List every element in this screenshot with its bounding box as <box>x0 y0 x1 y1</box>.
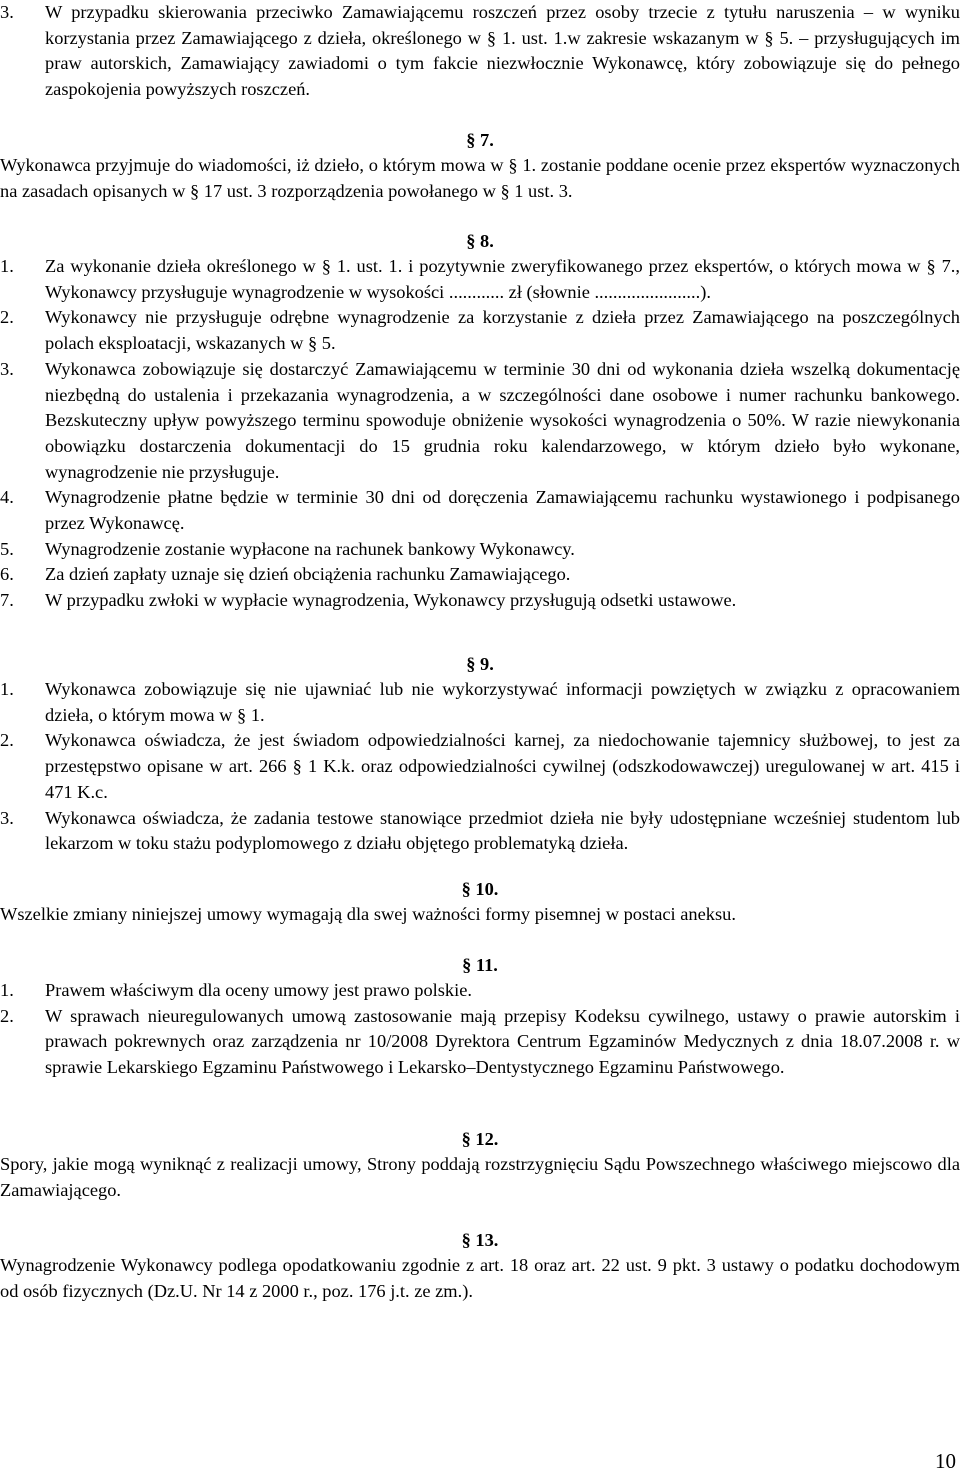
item-number: 6. <box>0 564 14 585</box>
section-10-text: Wszelkie zmiany niniejszej umowy wymagają dla swej ważności formy pisemnej w postaci aneksu. <box>0 904 736 924</box>
section-heading-7: § 7. <box>466 130 494 150</box>
item-number: 3. <box>0 807 14 828</box>
item-number: 1. <box>0 256 14 276</box>
item-text: Wynagrodzenie płatne będzie w terminie 30 dni od doręczenia Zamawiającemu rachunku wystawionego i podpisanego przez Wykonawcę. <box>45 487 960 534</box>
item-text: Wykonawca oświadcza, że jest świadom odpowiedzialności karnej, za niedochowanie tajemnicy służbowej, to jest za przestępstwo opisane w art. 266 § 1 K.k. oraz odpowiedzialności cywilnej (odszkodowawczej) uregulowanej w art. 415 i 471 K.c. <box>45 730 960 802</box>
section-heading-9: § 9. <box>466 654 494 674</box>
item-text: Za wykonanie dzieła określonego w § 1. ust. 1. i pozytywnie zweryfikowanego przez ekspertów, o których mowa w § 7., Wykonawcy przysługuje wynagrodzenie w wysokości ............ zł (słownie .......................). <box>45 256 960 302</box>
list-item <box>0 254 960 305</box>
item-text: Wynagrodzenie zostanie wypłacone na rachunek bankowy Wykonawcy. <box>45 538 575 559</box>
item-text: Wykonawca zobowiązuje się nie ujawniać lub nie wykorzystywać informacji powziętych w związku z opracowaniem dzieła, o którym mowa w § 1. <box>45 679 960 725</box>
section-7-text: Wykonawca przyjmuje do wiadomości, iż dzieło, o którym mowa w § 1. zostanie poddane ocenie przez ekspertów wyznaczonych na zasadach opisanych w § 17 ust. 3 rozporządzenia powołanego w § 1 ust. 3. <box>0 155 960 201</box>
section-13-text: Wynagrodzenie Wykonawcy podlega opodatkowaniu zgodnie z art. 18 oraz art. 22 ust. 9 pkt. 3 ustawy o podatku dochodowym od osób fizycznych (Dz.U. Nr 14 z 2000 r., poz. 176 j.t. ze zm.). <box>0 1255 960 1301</box>
item-number: 1. <box>0 679 14 699</box>
item-text: Wykonawca oświadcza, że zadania testowe stanowiące przedmiot dzieła nie były udostępniane wcześniej studentom lub lekarzom w toku stażu podyplomowego z działu objętego problematyką dzieła. <box>45 807 960 854</box>
list-item <box>0 305 960 356</box>
item-text: W przypadku zwłoki w wypłacie wynagrodzenia, Wykonawcy przysługują odsetki ustawowe. <box>45 590 737 611</box>
list-item <box>0 1004 960 1081</box>
list-item <box>0 806 960 857</box>
section-8-list <box>0 254 960 614</box>
item-number: 2. <box>0 1005 14 1026</box>
list-item <box>0 357 960 486</box>
item-text: W przypadku skierowania przeciwko Zamawiającemu roszczeń przez osoby trzecie z tytułu naruszenia – w wyniku korzystania przez Zamawiającego z dzieła, określonego w § 1. ust. 1.w zakresie wskazanym w § 5. – przysługujących im praw autorskich, Zamawiający zawiadomi o tym fakcie niezwłocznie Wykonawcę, który zobowiązuje się do pełnego zaspokojenia powyższych roszczeń. <box>45 2 960 100</box>
list-item <box>0 0 960 103</box>
item-text: W sprawach nieuregulowanych umową zastosowanie mają przepisy Kodeksu cywilnego, ustawy o prawie autorskim i prawach pokrewnych oraz zarządzenia nr 10/2008 Dyrektora Centrum Egzaminów Medycznych z dnia 18.07.2008 r. w sprawie Lekarskiego Egzaminu Państwowego i Lekarsko–Dentystycznego Egzaminu Państwowego. <box>45 1005 960 1078</box>
item-number: 5. <box>0 538 14 559</box>
item-text: Wykonawcy nie przysługuje odrębne wynagrodzenie za korzystanie z dzieła przez Zamawiającego na poszczególnych polach eksploatacji, wskazanych w § 5. <box>45 307 960 354</box>
section-heading-10: § 10. <box>461 879 499 899</box>
list-item <box>0 677 960 728</box>
item-number: 3. <box>0 2 14 22</box>
section-heading-13: § 13. <box>461 1230 499 1250</box>
item-number: 2. <box>0 730 14 751</box>
item-text: Prawem właściwym dla oceny umowy jest prawo polskie. <box>45 980 472 1000</box>
section-12-text: Spory, jakie mogą wyniknąć z realizacji umowy, Strony poddają rozstrzygnięciu Sądu Powszechnego właściwego miejscowo dla Zamawiającego. <box>0 1154 960 1200</box>
list-item <box>0 562 960 588</box>
item-number: 3. <box>0 358 14 379</box>
item-text: Wykonawca zobowiązuje się dostarczyć Zamawiającemu w terminie 30 dni od wykonania dzieła wszelką dokumentację niezbędną do ustalenia i przekazania wynagrodzenia, a w szczególności dane osobowe i numer rachunku bankowego. Bezskuteczny upływ powyższego terminu spowoduje obniżenie wysokości wynagrodzenia o 50%. W razie niewykonania obowiązku dostarczenia dokumentacji do 15 grudnia roku kalendarzowego, w którym dzieło było wykonane, wynagrodzenie nie przysługuje. <box>45 358 960 482</box>
section-11-list <box>0 978 960 1081</box>
section-heading-8: § 8. <box>466 231 494 251</box>
page-number: 10 <box>935 1449 956 1473</box>
item-number: 1. <box>0 980 14 1000</box>
item-number: 7. <box>0 590 14 611</box>
item-number: 2. <box>0 307 14 328</box>
section-9-list <box>0 677 960 857</box>
list-item <box>0 485 960 536</box>
section-heading-11: § 11. <box>462 955 498 975</box>
list-item <box>0 537 960 563</box>
list-item <box>0 978 960 1004</box>
list-item <box>0 588 960 614</box>
item-text: Za dzień zapłaty uznaje się dzień obciążenia rachunku Zamawiającego. <box>45 564 571 585</box>
list-item <box>0 728 960 805</box>
item-number: 4. <box>0 487 14 508</box>
section-heading-12: § 12. <box>461 1129 499 1149</box>
